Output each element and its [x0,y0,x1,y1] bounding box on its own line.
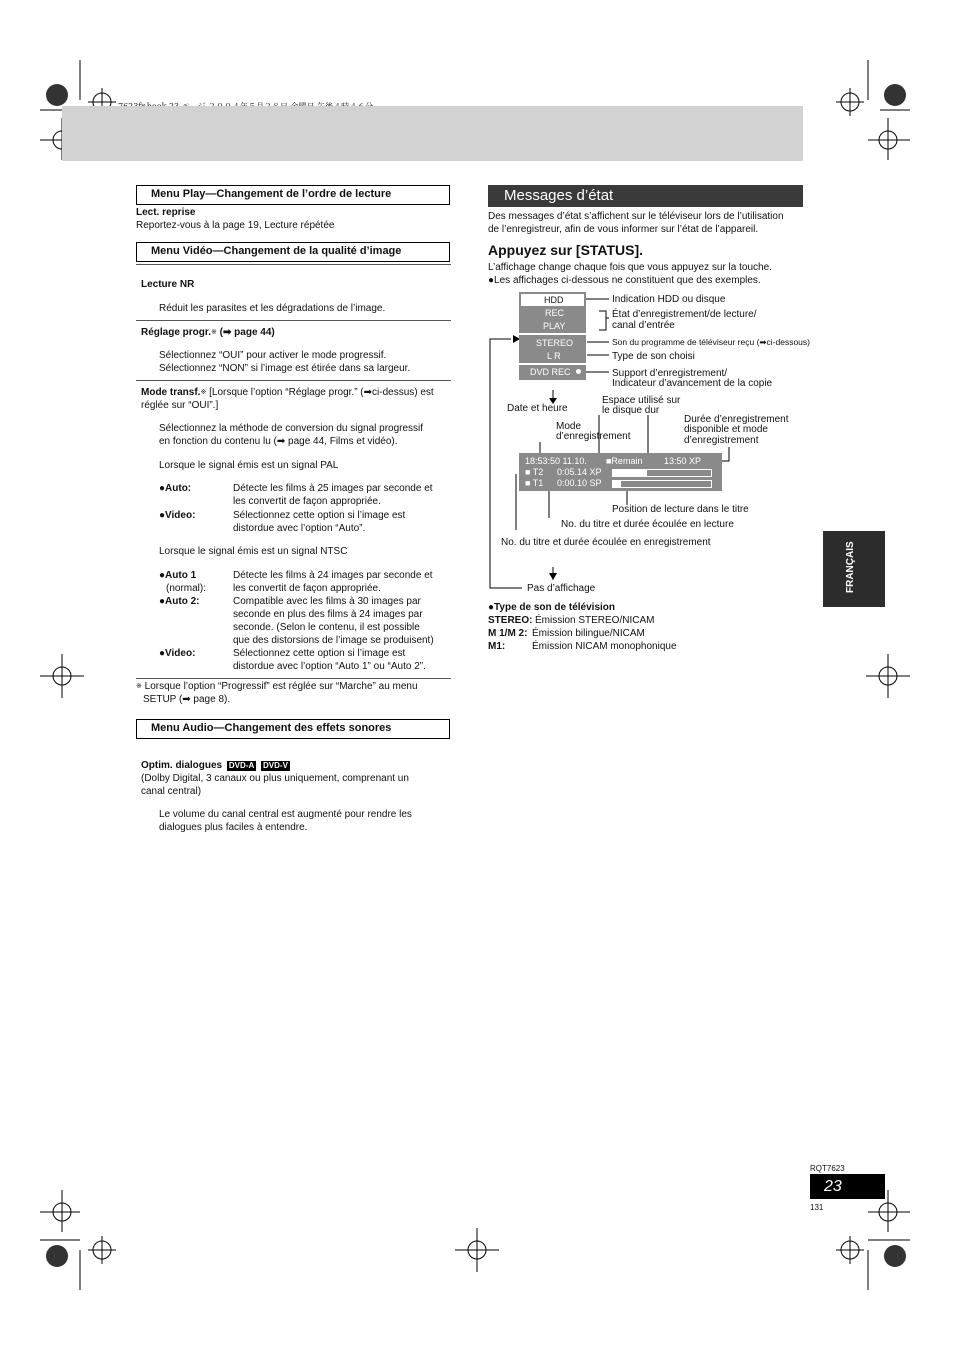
stereo-text: STEREO [536,338,574,348]
label-support1: Support d’enregistrement/ [612,368,728,379]
ntsc-auto2-label: ●Auto 2: [159,596,200,607]
footnote-text1: Lorsque l’option “Progressif” est réglée sur “Marche” au menu [144,681,418,692]
pal-intro: Lorsque le signal émis est un signal PAL [159,460,339,471]
ntsc-auto2-4: que des distorsions de l’image se produisent) [233,635,434,646]
hdd-text: HDD [544,295,564,305]
language-tab [823,531,885,607]
t2-text: ■ T2 [525,467,544,477]
label-no-lecture: No. du titre et durée écoulée en lecture [561,519,734,530]
optim-1: (Dolby Digital, 3 canaux ou plus uniquement, comprenant un [141,773,409,784]
pal-video-label: ●Video: [159,510,196,521]
label-espace2: le disque dur [602,405,660,416]
rec-text: REC [545,308,565,318]
intro-line1: Des messages d’état s’affichent sur le téléviseur lors de l’utilisation [488,211,784,222]
lect-reprise-text: Reportez-vous à la page 19, Lecture répétée [136,220,335,231]
page-number: 23 [810,1174,885,1199]
reglage-line1: Sélectionnez “OUI” pour activer le mode progressif. [159,350,387,361]
ntsc-auto2-2: seconde en plus des films à 24 images par [233,609,423,620]
m1-label: M1: [488,641,506,652]
t2-time: 0:05.14 XP [557,467,602,477]
remain-text: ■Remain [606,456,643,466]
optim-3: Le volume du canal central est augmenté pour rendre les [159,809,412,820]
panel-divider [519,363,586,365]
label-duree3: d’enregistrement [684,435,759,446]
dvdrec-text: DVD REC [530,367,571,377]
video-menu-heading: Menu Vidéo—Changement de la qualité d’image [136,242,450,262]
play-text: PLAY [543,321,566,331]
ntsc-auto1-label: ●Auto 1 [159,570,197,581]
optim-4: dialogues plus faciles à entendre. [159,822,308,833]
ntsc-video-1: Sélectionnez cette option si l’image est [233,648,406,659]
t1-progress-fill [613,481,621,487]
label-etat2: canal d’entrée [612,320,675,331]
ntsc-auto1-2: les convertit de façon appropriée. [233,583,381,594]
dvdrec-dot [576,369,581,374]
t1-progress-bar [612,480,712,488]
ntsc-auto2-3: seconde. (Selon le contenu, il est possible [233,622,420,633]
mode-transf-label: Mode transf. [141,387,201,398]
pal-auto-2: les convertit de façon appropriée. [233,496,381,507]
footer-code: RQT7623 [810,1164,845,1173]
mode-transf-text1: [Lorsque l’option “Réglage progr.” (➡ci-dessus) est [206,387,434,398]
optim-label: Optim. dialogues [141,760,223,771]
m1-desc: Émission NICAM monophonique [532,641,677,652]
mode-transf-heading: Mode transf.※ [Lorsque l’option “Réglage progr.” (➡ci-dessus) est [141,387,434,398]
play-menu-heading: Menu Play—Changement de l’ordre de lecture [136,185,450,205]
mode-desc1: Sélectionnez la méthode de conversion du signal progressif [159,423,424,434]
label-date-heure: Date et heure [507,403,568,414]
mode-desc2: en fonction du contenu lu (➡ page 44, Films et vidéo). [159,436,398,447]
mode-transf-text2: réglée sur “OUI”.] [141,400,219,411]
m1m2-label: M 1/M 2: [488,628,528,639]
t1-time: 0:00.10 SP [557,478,602,488]
sub-line1: L’affichage change chaque fois que vous appuyez sur la touche. [488,262,772,273]
dvd-v-tag: DVD-V [263,761,288,770]
messages-etat-title: Messages d’état [488,185,803,207]
ntsc-auto2-1: Compatible avec les films à 30 images par [233,596,421,607]
label-hdd-ind: Indication HDD ou disque [612,294,726,305]
lecture-nr-text: Réduit les parasites et les dégradations de l’image. [159,303,386,314]
dvd-a-tag: DVD-A [228,761,255,770]
label-pas: Pas d’affichage [527,583,596,594]
label-espace1: Espace utilisé sur [602,395,681,406]
ntsc-intro: Lorsque le signal émis est un signal NTSC [159,546,348,557]
reglage-ref[interactable]: (➡ page 44) [219,327,275,338]
label-etat1: État d’enregistrement/de lecture/ [612,309,757,320]
label-duree1: Durée d’enregistrement [684,414,789,425]
optim-2: canal central) [141,786,202,797]
label-position: Position de lecture dans le titre [612,504,749,515]
footnote-line2: SETUP (➡ page 8). [143,694,231,705]
reglage-heading: Réglage progr.※ (➡ page 44) [141,327,275,338]
label-mode1: Mode [556,421,582,432]
stereo-desc: Émission STEREO/NICAM [535,615,655,626]
label-support2: Indicateur d’avancement de la copie [612,378,773,389]
label-mode2: d’enregistrement [556,431,631,442]
ntsc-auto1-1: Détecte les films à 24 images par seconde et [233,570,433,581]
label-no-enreg: No. du titre et durée écoulée en enregistrement [501,537,711,548]
status-subtitle: Appuyez sur [STATUS]. [488,242,644,258]
label-son-prog: Son du programme de téléviseur reçu (➡ci-dessous) [612,337,810,347]
son-type-title: ●Type de son de télévision [488,602,615,613]
t1-text: ■ T1 [525,478,544,488]
pal-auto-1: Détecte les films à 25 images par seconde et [233,483,433,494]
pal-auto-label: ●Auto: [159,483,192,494]
audio-menu-heading: Menu Audio—Changement des effets sonores [136,719,450,739]
label-duree2: disponible et mode [684,424,768,435]
stereo-label: STEREO: [488,615,533,626]
intro-line2: de l’enregistreur, afin de vous informer sur l’état de l’appareil. [488,224,759,235]
lect-reprise-label: Lect. reprise [136,207,196,218]
reglage-line2: Sélectionnez “NON” si l’image est étirée dans sa largeur. [159,363,411,374]
clock-text: 18:53:50 11.10. [525,456,587,466]
lecture-nr-label: Lecture NR [141,279,195,290]
reglage-label: Réglage progr. [141,327,212,338]
pal-video-2: distordue avec l’option “Auto”. [233,523,366,534]
t2-progress-fill [613,470,647,476]
language-tab-label: FRANÇAIS [845,541,856,593]
panel-divider [519,333,586,335]
lr-text: L R [547,351,561,361]
sub-line2: ●Les affichages ci-dessous ne constituent que des exemples. [488,275,761,286]
ntsc-video-2: distordue avec l’option “Auto 1” ou “Auto 2”. [233,661,426,672]
ntsc-video-label: ●Video: [159,648,196,659]
ntsc-auto1-sub: (normal): [166,583,207,594]
m1m2-desc: Émission bilingue/NICAM [532,628,645,639]
label-type-son: Type de son choisi [612,351,695,362]
pal-video-1: Sélectionnez cette option si l’image est [233,510,406,521]
t2-progress-bar [612,469,712,477]
footer-sub: 131 [810,1203,824,1212]
remain-time: 13:50 XP [664,456,702,466]
footnote-line1: ※ Lorsque l’option “Progressif” est réglée sur “Marche” au menu [136,681,418,692]
